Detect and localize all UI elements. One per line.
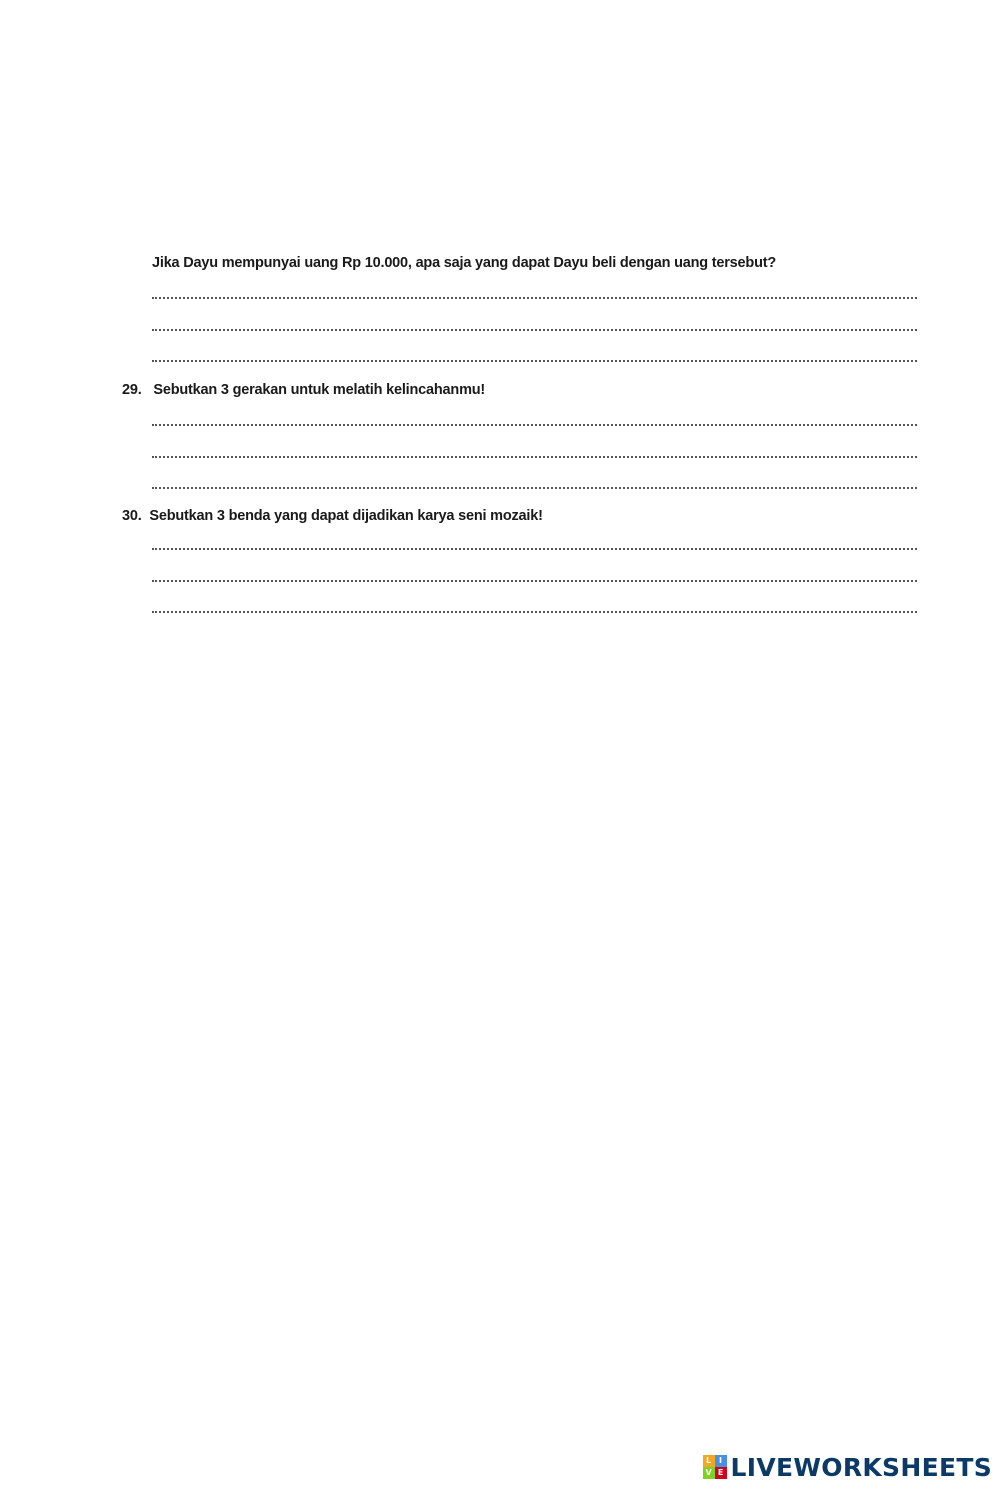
answer-line-q30-2[interactable] <box>152 580 917 582</box>
answer-line-q29-3[interactable] <box>152 487 917 489</box>
question-28-text: Jika Dayu mempunyai uang Rp 10.000, apa saja yang dapat Dayu beli dengan uang tersebut? <box>152 255 777 271</box>
question-29-text: Sebutkan 3 gerakan untuk melatih kelincahanmu! <box>153 382 486 398</box>
answer-line-q29-1[interactable] <box>152 424 917 426</box>
answer-line-q29-2[interactable] <box>152 456 917 458</box>
question-number: 30. <box>122 508 142 524</box>
answer-line-q28-2[interactable] <box>152 329 917 331</box>
logo-letter: L <box>703 1455 715 1467</box>
question-30 <box>122 508 543 524</box>
brand-text: LIVEWORKSHEETS <box>730 1452 992 1482</box>
question-29 <box>122 382 485 398</box>
answer-line-q28-1[interactable] <box>152 297 917 299</box>
logo-letter: I <box>715 1455 727 1467</box>
question-30-text: Sebutkan 3 benda yang dapat dijadikan karya seni mozaik! <box>149 508 543 524</box>
liveworksheets-logo-icon <box>703 1455 727 1479</box>
logo-letter: V <box>703 1467 715 1479</box>
answer-line-q30-1[interactable] <box>152 548 917 550</box>
answer-line-q28-3[interactable] <box>152 360 917 362</box>
logo-letter: E <box>715 1467 727 1479</box>
question-number: 29. <box>122 382 142 398</box>
answer-line-q30-3[interactable] <box>152 611 917 613</box>
liveworksheets-brand <box>703 1452 992 1482</box>
